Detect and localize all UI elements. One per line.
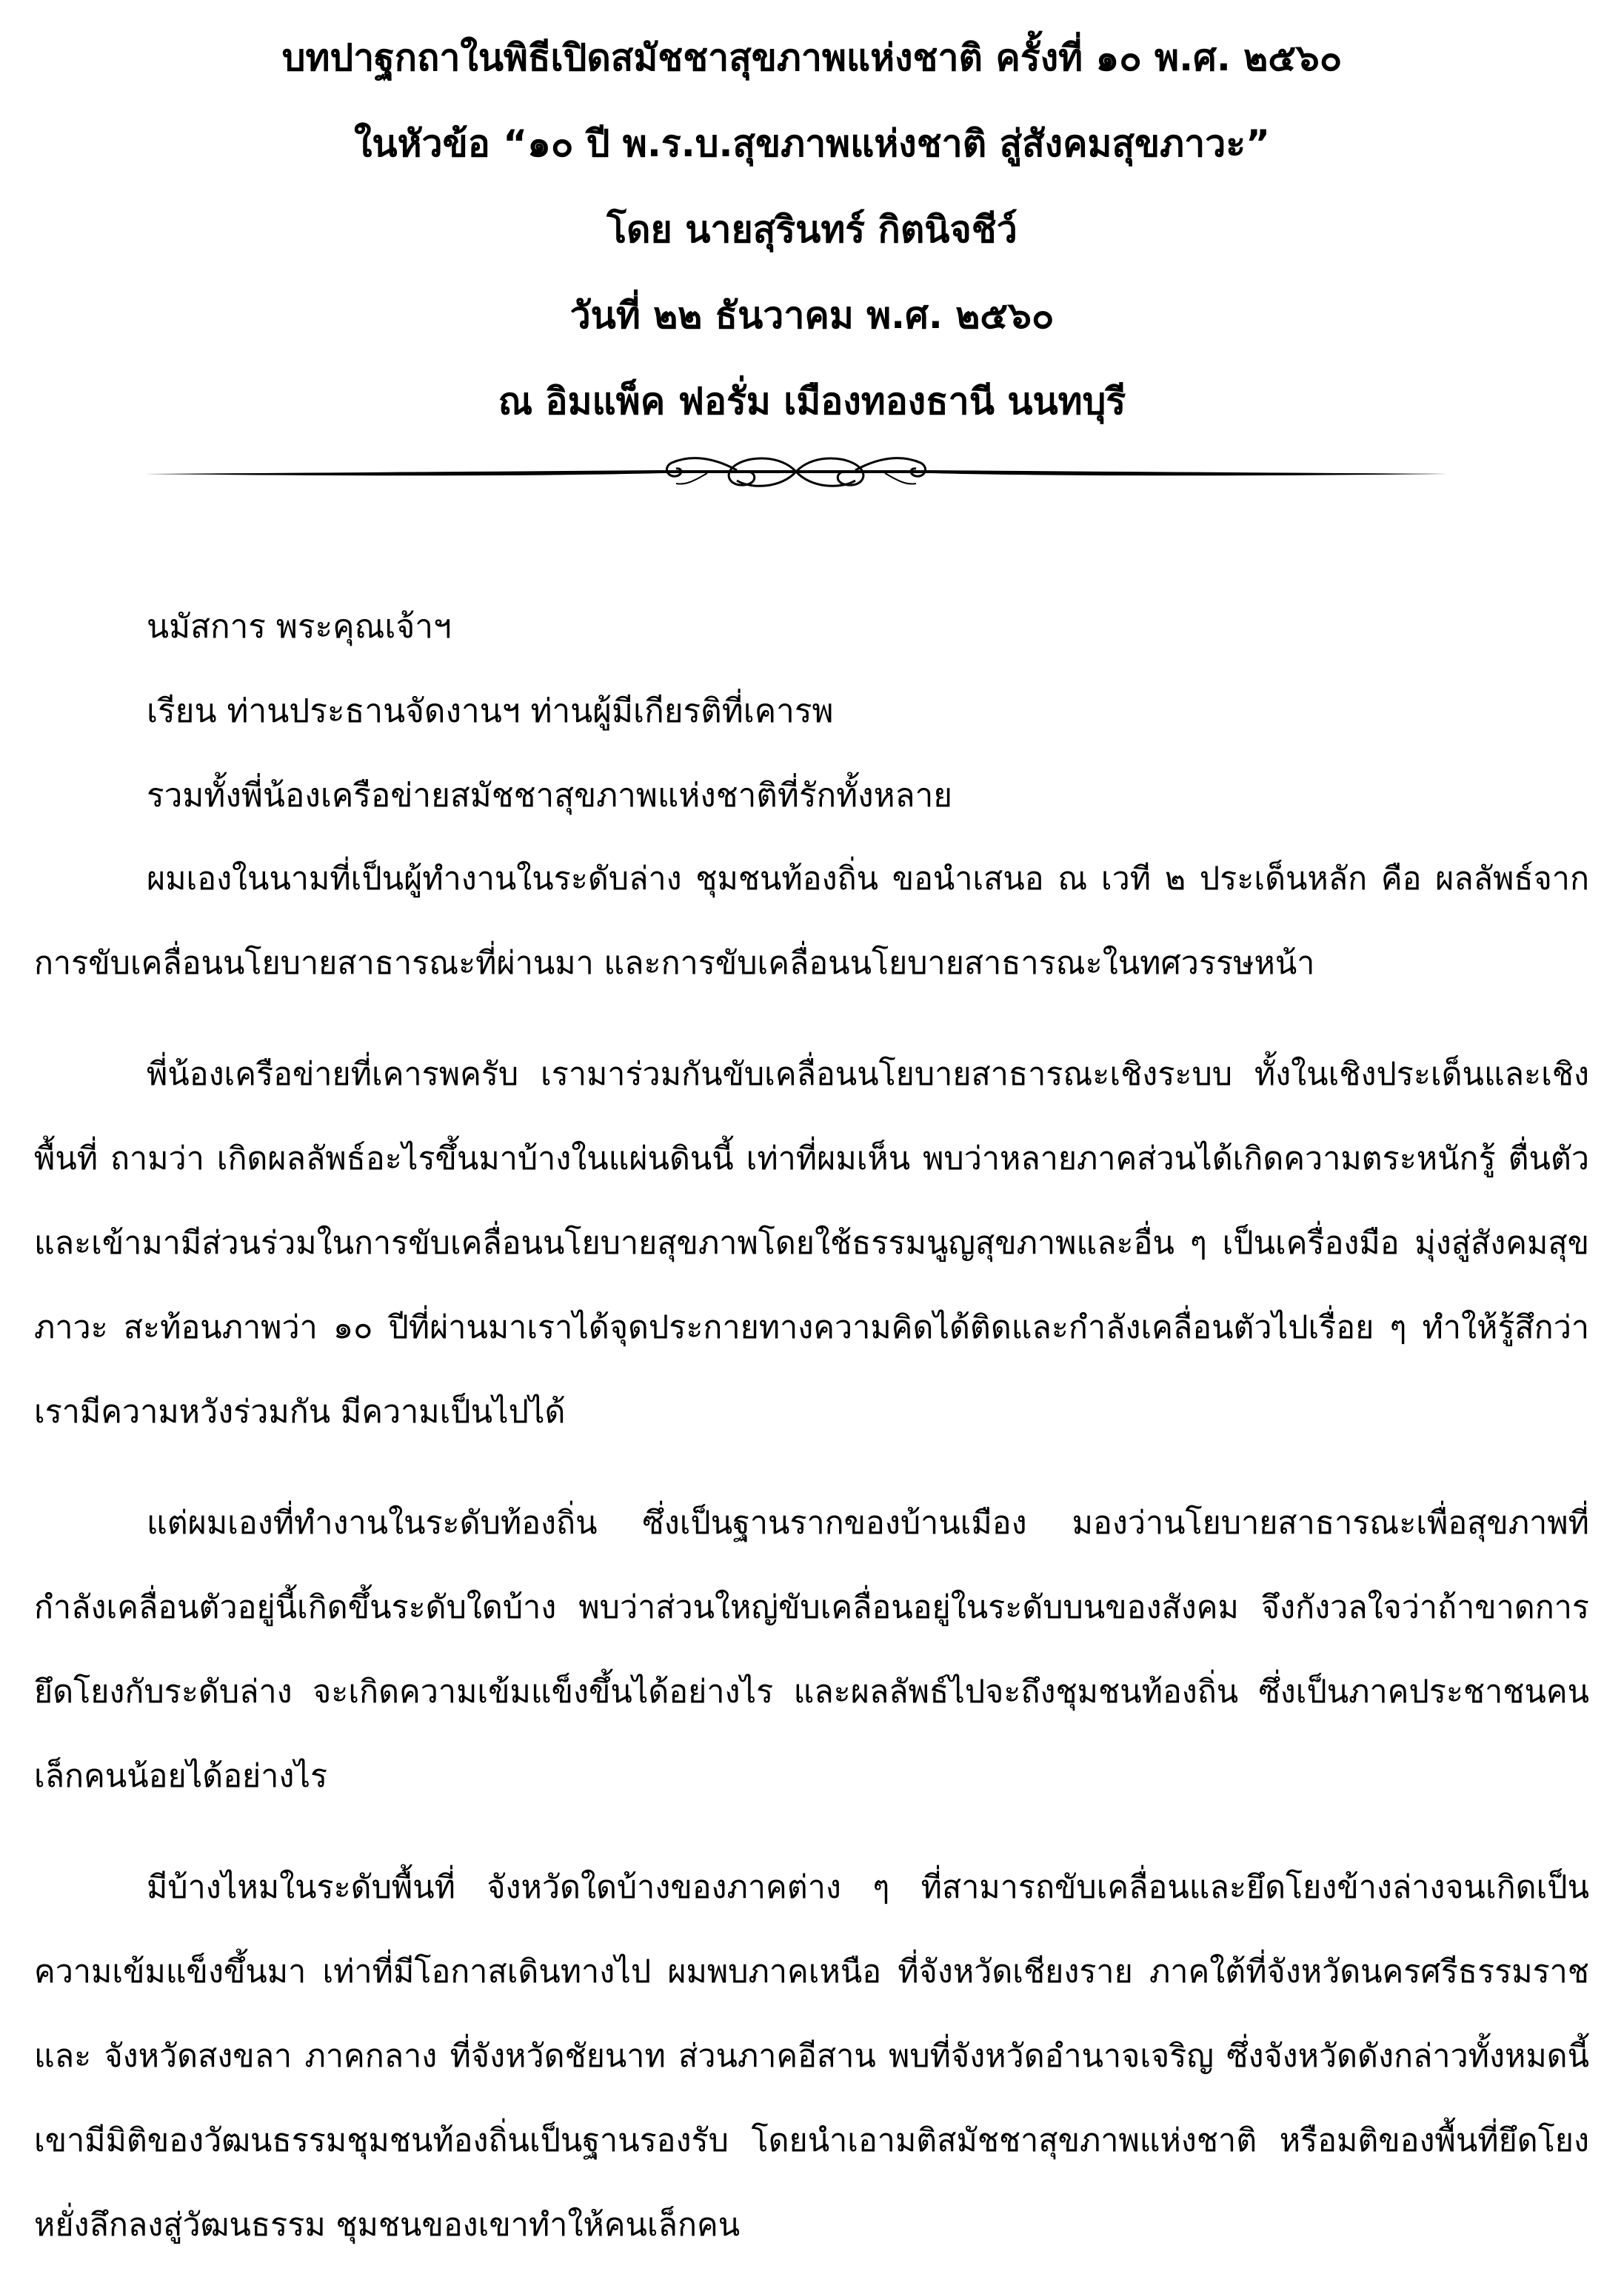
speech-topic: ในหัวข้อ “๑๐ ปี พ.ร.บ.สุขภาพแห่งชาติ สู่สังคมสุขภาวะ” [353, 122, 1270, 165]
speech-body [34, 837, 1589, 2294]
salutation-block [147, 585, 1554, 838]
paragraph-1: ผมเองในนามที่เป็นผู้ทำงานในระดับล่าง ชุมชนท้องถิ่น ขอนำเสนอ ณ เวที ๒ ประเด็นหลัก คือ ผลลัพธ์จากการขับเคลื่อนนโยบายสาธารณะที่ผ่านมา และการขับเคลื่อนนโยบายสาธารณะในทศวรรษหน้า [34, 860, 1589, 982]
salutation-monks: นมัสการ พระคุณเจ้าฯ [147, 608, 452, 646]
date-line: วันที่ ๒๒ ธันวาคม พ.ศ. ๒๕๖๐ [569, 294, 1055, 337]
salutation-network: รวมทั้งพี่น้องเครือข่ายสมัชชาสุขภาพแห่งชาติที่รักทั้งหลาย [147, 777, 953, 815]
salutation-chair: เรียน ท่านประธานจัดงานฯ ท่านผู้มีเกียรติที่เคารพ [147, 692, 834, 730]
speaker-line: โดย นายสุรินทร์ กิตนิจชีว์ [607, 208, 1017, 251]
venue-line: ณ อิมแพ็ค ฟอรั่ม เมืองทองธานี นนทบุรี [498, 380, 1126, 423]
ornamental-divider-icon [144, 441, 1448, 507]
paragraph-3: แต่ผมเองที่ทำงานในระดับท้องถิ่น ซึ่งเป็นฐานรากของบ้านเมือง มองว่านโยบายสาธารณะเพื่อสุขภาพที่กำลังเคลื่อนตัวอยู่นี้เกิดขึ้นระดับใดบ้าง พบว่าส่วนใหญ่ขับเคลื่อนอยู่ในระดับบนของสังคม จึงกังวลใจว่าถ้าขาดการยึดโยงกับระดับล่าง จะเกิดความเข้มแข็งขึ้นได้อย่างไร และผลลัพธ์ไปจะถึงชุมชนท้องถิ่น ซึ่งเป็นภาคประชาชนคนเล็กคนน้อยได้อย่างไร [34, 1505, 1589, 1795]
speech-title: บทปาฐกถาในพิธีเปิดสมัชชาสุขภาพแห่งชาติ ครั้งที่ ๑๐ พ.ศ. ๒๕๖๐ [281, 36, 1343, 79]
document-header [0, 15, 1624, 444]
paragraph-4: มีบ้างไหมในระดับพื้นที่ จังหวัดใดบ้างของภาคต่าง ๆ ที่สามารถขับเคลื่อนและยึดโยงข้างล่างจนเกิดเป็นความเข้มแข็งขึ้นมา เท่าที่มีโอกาสเดินทางไป ผมพบภาคเหนือ ที่จังหวัดเชียงราย ภาคใต้ที่จังหวัดนครศรีธรรมราช และ จังหวัดสงขลา ภาคกลาง ที่จังหวัดชัยนาท ส่วนภาคอีสาน พบที่จังหวัดอำนาจเจริญ ซึ่งจังหวัดดังกล่าวทั้งหมดนี้ เขามีมิติของวัฒนธรรมชุมชนท้องถิ่นเป็นฐานรองรับ โดยนำเอามติสมัชชาสุขภาพแห่งชาติ หรือมติของพื้นที่ยึดโยงหยั่งลึกลงสู่วัฒนธรรม ชุมชนของเขาทำให้คนเล็กคน [34, 1869, 1589, 2244]
paragraph-2: พี่น้องเครือข่ายที่เคารพครับ เรามาร่วมกันขับเคลื่อนนโยบายสาธารณะเชิงระบบ ทั้งในเชิงประเด็นและเชิงพื้นที่ ถามว่า เกิดผลลัพธ์อะไรขึ้นมาบ้างในแผ่นดินนี้ เท่าที่ผมเห็น พบว่าหลายภาคส่วนได้เกิดความตระหนักรู้ ตื่นตัว และเข้ามามีส่วนร่วมในการขับเคลื่อนนโยบายสุขภาพโดยใช้ธรรมนูญสุขภาพและอื่น ๆ เป็นเครื่องมือ มุ่งสู่สังคมสุขภาวะ สะท้อนภาพว่า ๑๐ ปีที่ผ่านมาเราได้จุดประกายทางความคิดได้ติดและกำลังเคลื่อนตัวไปเรื่อย ๆ ทำให้รู้สึกว่าเรามีความหวังร่วมกัน มีความเป็นไปได้ [34, 1056, 1589, 1431]
